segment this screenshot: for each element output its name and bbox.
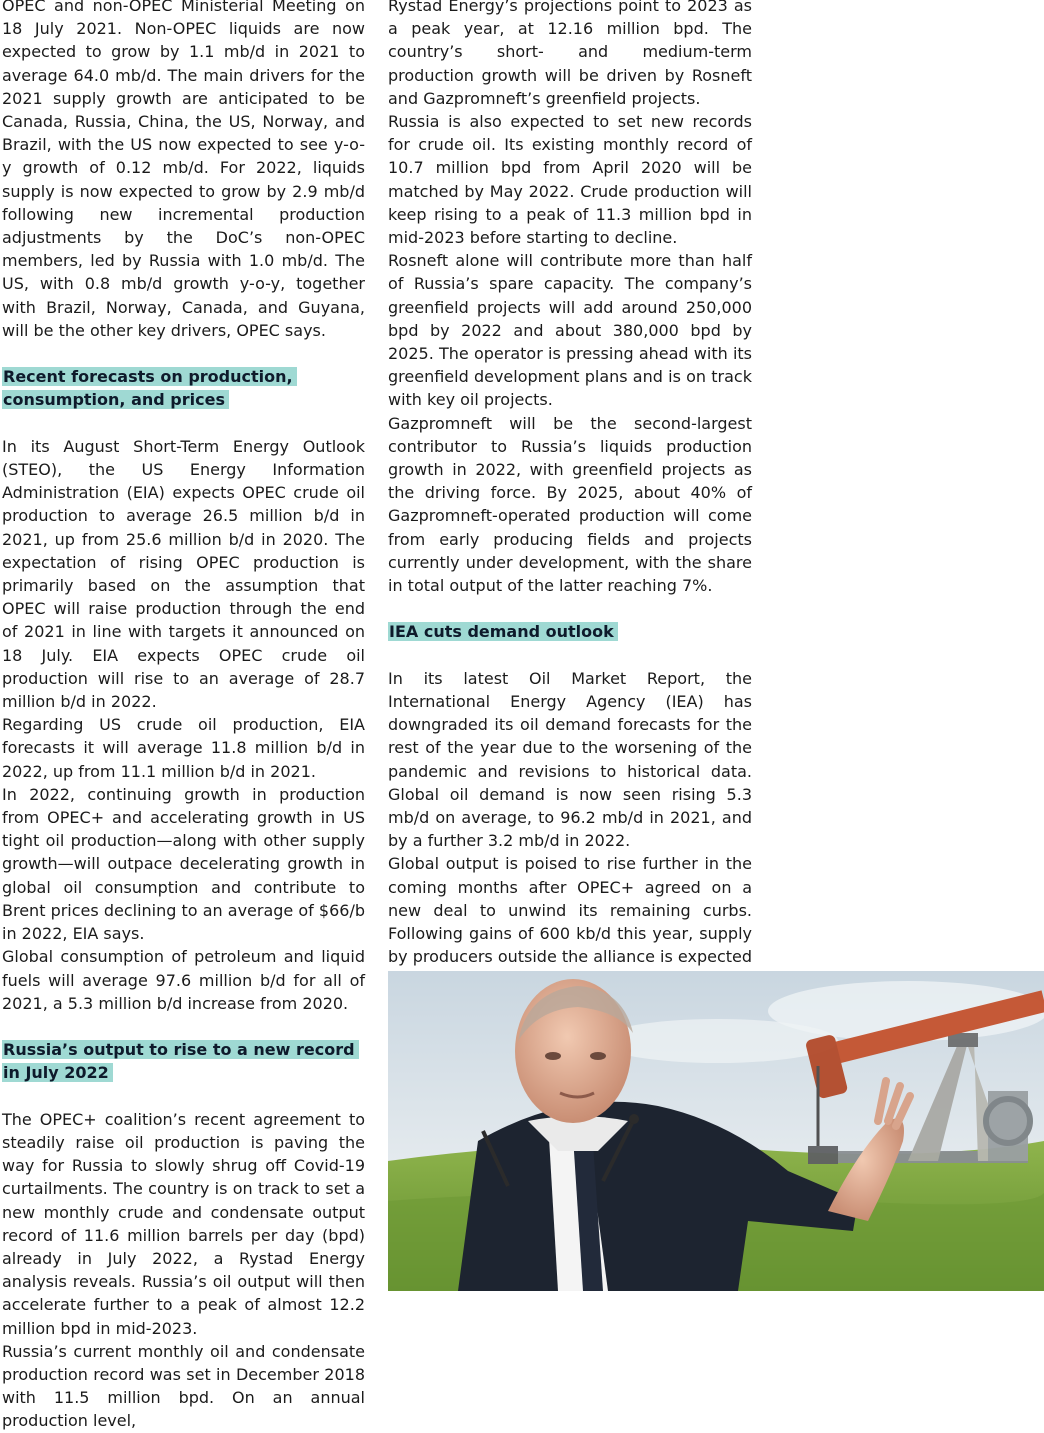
paragraph: In its August Short-Term Energy Outlook (STEO), the US Energy Information Administration (EIA) expects OPEC crude oil production to average 26.5 million b/d in 2021, up from 25.6 million b/d in 2020. The expectation of rising OPEC production is primarily based on the assumption that OPEC will raise production through the end of 2021 in line with targets it announced on 18 July. EIA expects OPEC crude oil production will rise to an average of 28.7 million b/d in 2022. [2, 436, 365, 712]
heading-text: Russia’s output to rise to a new record in July 2022 [2, 1040, 359, 1082]
paragraph: In its latest Oil Market Report, the International Energy Agency (IEA) has downgraded its oil demand forecasts for the rest of the year due to the worsening of the pandemic and revisions to historical data. Global oil demand is now seen rising 5.3 mb/d on average, to 96.2 mb/d in 2021, and by a further 3.2 mb/d in 2022. [388, 668, 752, 851]
heading-text: IEA cuts demand outlook [388, 622, 618, 641]
paragraph: Global consumption of petroleum and liquid fuels will average 97.6 million b/d for all of 2021, a 5.3 million b/d increase from 2020. [2, 947, 365, 1013]
paragraph: Russia is also expected to set new records for crude oil. Its existing monthly record of 10.7 million bpd from April 2020 will be matched by May 2022. Crude production will keep rising to a peak of 11.3 million bpd in mid-2023 before starting to decline. [388, 112, 752, 248]
left-column [2, 0, 365, 1433]
section-heading-iea [388, 620, 752, 643]
paragraph: Global output is poised to rise further in the coming months after OPEC+ agreed on a new deal to unwind its remaining curbs. Following gains of 600 kb/d this year, supply by producers outside the alliance is expected [388, 854, 753, 967]
speaker-with-pumpjack-illustration [388, 971, 1044, 1291]
paragraph: OPEC and non-OPEC Ministerial Meeting on 18 July 2021. Non-OPEC liquids are now expected to grow by 1.1 mb/d in 2021 to average 64.0 mb/d. The main drivers for the 2021 supply growth are anticipated to be Canada, Russia, China, the US, Norway, and Brazil, with the US now expected to see y-o-y growth of 0.12 mb/d. For 2022, liquids supply is now expected to grow by 2.9 mb/d following new incremental production adjustments by the DoC’s non-OPEC members, led by Russia with 1.0 mb/d. The US, with 0.8 mb/d growth y-o-y, together with Brazil, Norway, Canada, and Guyana, will be the other key drivers, OPEC says. [2, 0, 365, 340]
section-heading-forecasts [2, 365, 365, 411]
paragraph: The OPEC+ coalition’s recent agreement to steadily raise oil production is paving the way for Russia to slowly shrug off Covid-19 curtailments. The country is on track to set a new monthly crude and condensate output record of 11.6 million barrels per day (bpd) already in July 2022, a Rystad Energy analysis reveals. Russia’s oil output will then accelerate further to a peak of almost 12.2 million bpd in mid-2023. [2, 1109, 365, 1338]
heading-text: Recent forecasts on production, consumption, and prices [2, 367, 297, 409]
paragraph: Gazpromneft will be the second-largest contributor to Russia’s liquids production growth in 2022, with greenfield projects as the driving force. By 2025, about 40% of Gazpromneft-operated production will come from early producing fields and projects currently under development, with the share in total output of the latter reaching 7%. [388, 413, 752, 596]
paragraph: Rystad Energy’s projections point to 2023 as a peak year, at 12.16 million bpd. The country’s short- and medium-term production growth will be driven by Rosneft and Gazpromneft’s greenfield projects. [388, 0, 752, 108]
paragraph: In 2022, continuing growth in production from OPEC+ and accelerating growth in US tight oil production—along with other supply growth—will outpace decelerating growth in global oil consumption and contribute to Brent prices declining to an average of $66/b in 2022, EIA says. [2, 784, 365, 944]
paragraph: Russia’s current monthly oil and condensate production record was set in December 2018 with 11.5 million bpd. On an annual production level, [2, 1341, 365, 1431]
right-column [388, 0, 752, 1015]
paragraph: Rosneft alone will contribute more than half of Russia’s spare capacity. The company’s greenfield projects will add around 250,000 bpd by 2022 and about 380,000 bpd by 2025. The operator is pressing ahead with its greenfield development plans and is on track with key oil projects. [388, 251, 752, 410]
section-heading-russia [2, 1038, 365, 1084]
paragraph: Regarding US crude oil production, EIA forecasts it will average 11.8 million b/d in 2022, up from 11.1 million b/d in 2021. [2, 715, 365, 781]
article-photo [388, 971, 1044, 1291]
